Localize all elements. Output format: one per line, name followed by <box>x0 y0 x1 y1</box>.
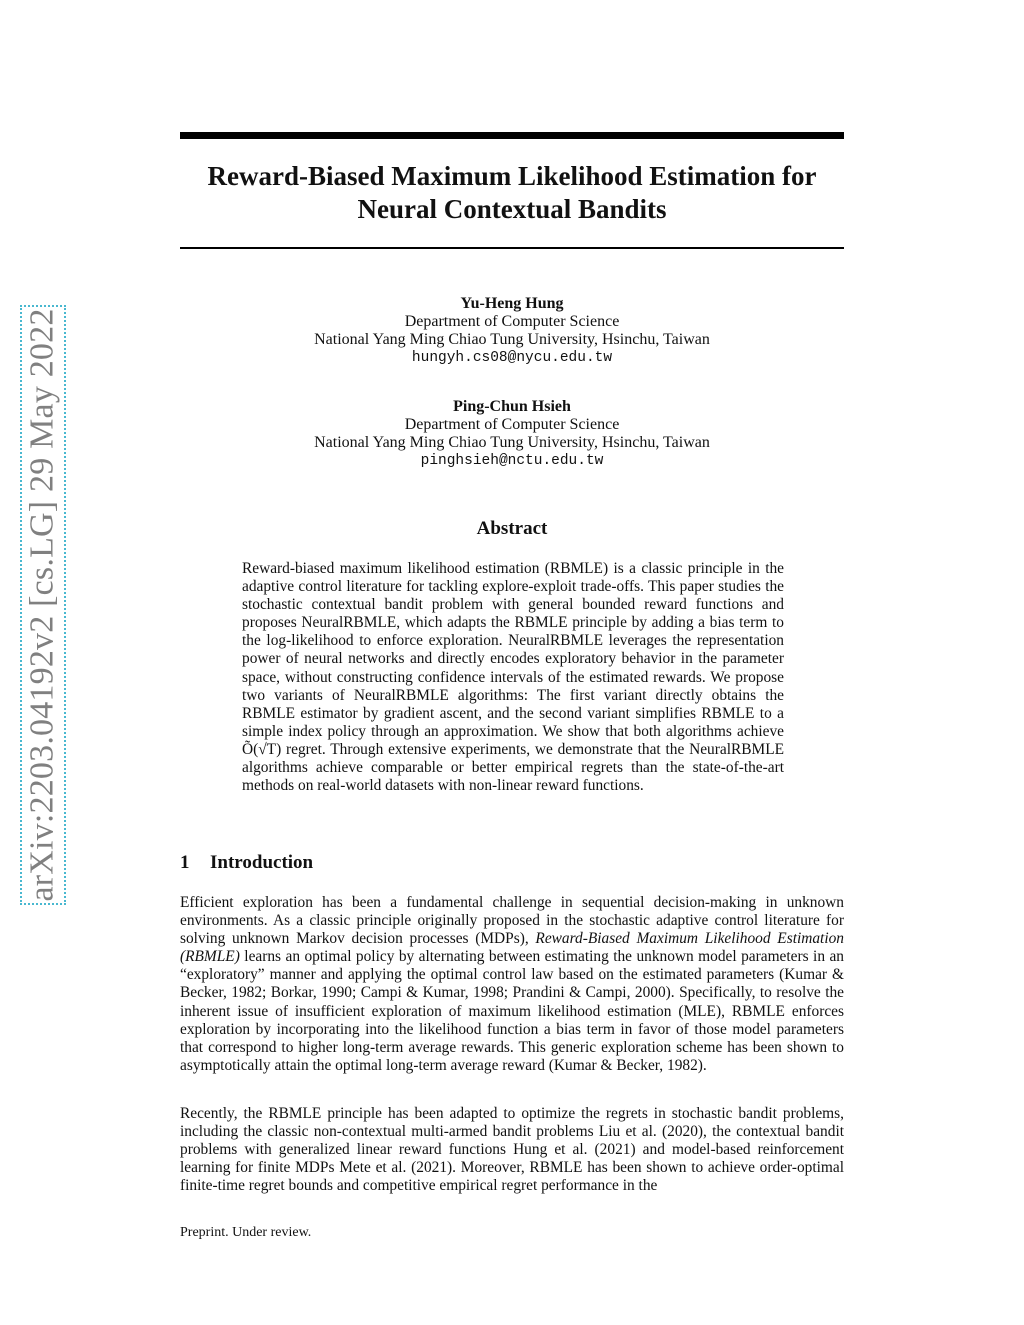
author-affiliation: National Yang Ming Chiao Tung University, Hsinchu, Taiwan <box>314 331 710 348</box>
author-department: Department of Computer Science <box>404 416 620 433</box>
footer-note: Preprint. Under review. <box>180 1225 312 1240</box>
paragraph-text: learns an optimal policy by alternating between estimating the unknown model parameters in an “exploratory” manner and applying the optimal control law based on the estimated parameters (Kumar & Becker, 1982; Borkar, 1990; Campi & Kumar, 1998; Prandini & Campi, 2000). Specifically, to resolve the inherent issue of insufficient exploration of maximum likelihood estimation (MLE), RBMLE enforces exploration by incorporating into the likelihood function a bias term in favor of those model parameters that correspond to higher long-term average rewards. This generic exploration scheme has been shown to asymptotically attain the optimal long-term average reward (Kumar & Becker, 1982). <box>180 948 844 1074</box>
body-paragraph <box>180 894 844 1075</box>
author-name: Ping-Chun Hsieh <box>453 398 571 415</box>
abstract-heading: Abstract <box>476 518 548 539</box>
body-paragraph: Recently, the RBMLE principle has been adapted to optimize the regrets in stochastic bandit problems, including the classic non-contextual multi-armed bandit problems Liu et al. (2020), the contextual bandit problems with generalized linear reward functions Hung et al. (2021) and model-based reinforcement learning for finite MDPs Mete et al. (2021). Moreover, RBMLE has been shown to achieve order-optimal finite-time regret bounds and competitive empirical regret performance in the <box>180 1105 844 1195</box>
author-email[interactable]: hungyh.cs08@nycu.edu.tw <box>411 350 613 366</box>
section-title: Introduction <box>210 852 314 873</box>
arxiv-stamp <box>20 305 66 905</box>
paragraph-text: Efficient exploration has been a fundamental challenge in sequential decision-making in unknown environments. As a classic principle originally proposed in the stochastic adaptive control literature for solving unknown Markov decision processes (MDPs), <box>180 894 844 948</box>
author-block <box>180 398 844 470</box>
author-affiliation: National Yang Ming Chiao Tung University, Hsinchu, Taiwan <box>314 434 710 451</box>
section-heading <box>180 852 313 874</box>
arxiv-id: arXiv:2203.04192v2 [cs.LG] 29 May 2022 <box>24 308 62 902</box>
author-name: Yu-Heng Hung <box>460 295 564 312</box>
title-top-rule <box>180 132 844 139</box>
emphasized-term: Reward-Biased Maximum Likelihood Estimation (RBMLE) <box>180 930 844 966</box>
paper-title: Reward-Biased Maximum Likelihood Estimation for Neural Contextual Bandits <box>207 161 817 224</box>
author-email[interactable]: pinghsieh@nctu.edu.tw <box>420 453 604 469</box>
author-block <box>180 295 844 367</box>
author-department: Department of Computer Science <box>404 313 620 330</box>
abstract-text: Reward-biased maximum likelihood estimation (RBMLE) is a classic principle in the adaptive control literature for tackling explore-exploit trade-offs. This paper studies the stochastic contextual bandit problem with general bounded reward functions and proposes NeuralRBMLE, which adapts the RBMLE principle by adding a bias term to the log-likelihood to enforce exploration. NeuralRBMLE leverages the representation power of neural networks and directly encodes exploratory behavior in the parameter space, without constructing confidence intervals of the estimated rewards. We propose two variants of NeuralRBMLE algorithms: The first variant directly obtains the RBMLE estimator by gradient ascent, and the second variant simplifies RBMLE to a simple index policy through an approximation. We show that both algorithms achieve Õ(√T) regret. Through extensive experiments, we demonstrate that the NeuralRBMLE algorithms achieve comparable or better empirical regrets than the state-of-the-art methods on real-world datasets with non-linear reward functions. <box>242 560 784 795</box>
section-number: 1 <box>180 852 190 873</box>
title-bottom-rule <box>180 247 844 249</box>
